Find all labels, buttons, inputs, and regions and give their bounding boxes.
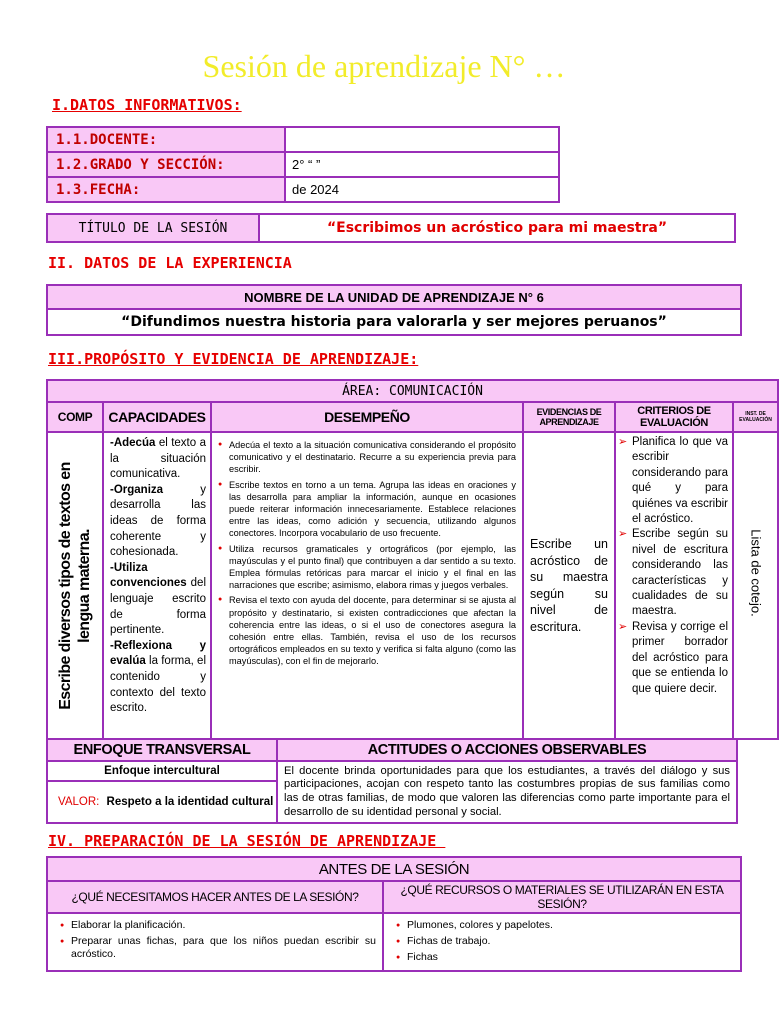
enfoque-header: ENFOQUE TRANSVERSAL (47, 739, 277, 761)
datos-table (46, 126, 560, 203)
capacidad-item (110, 483, 206, 561)
desempeno-header: DESEMPEÑO (211, 402, 523, 432)
capacidades-header: CAPACIDADES (103, 402, 211, 432)
criterios-header: CRITERIOS DE EVALUACIÓN (615, 402, 733, 432)
evidencia-cell (523, 432, 615, 739)
instrumento-text: Lista de cotejo. (748, 529, 763, 617)
capacidad-item (110, 639, 206, 717)
capacidad-text: del lenguaje escrito de forma pertinente. (110, 577, 206, 637)
docente-label: 1.1.DOCENTE: (47, 127, 285, 152)
enfoque-text: El docente brinda oportunidades para que los estudiantes, a través del diálogo y sus participaciones, acojan con respeto tanto las costumbres propias de sus familias como las de otras familias, de modo que valoren las diferencias como parte importante para el desarrollo de su identidad personal y social. (277, 761, 737, 823)
evidencias-header: EVIDENCIAS DE APRENDIZAJE (523, 402, 615, 432)
recursos-header: ¿QUÉ RECURSOS O MATERIALES SE UTILIZARÁN EN ESTA SESIÓN? (383, 881, 741, 913)
recurso-item: ● Fichas de trabajo. (396, 935, 734, 948)
criterio-item: ➢ Escribe según su nivel de escritura considerando las características y cualidades de su maestra. (618, 527, 728, 619)
capacidades-list (110, 436, 206, 717)
grado-label: 1.2.GRADO Y SECCIÓN: (47, 152, 285, 177)
recursos-cell (383, 913, 741, 971)
recursos-list (396, 919, 734, 964)
desempeno-item: ● Adecúa el texto a la situación comunicativa considerando el propósito comunicativo y el destinatario. Recurre a su experiencia previa para escribir. (218, 439, 516, 476)
valor-label: VALOR: (58, 796, 100, 808)
unidad-value: “Difundimos nuestra historia para valorarla y ser mejores peruanos” (47, 309, 741, 335)
enfoque-table (46, 738, 738, 824)
section-4-heading: IV. PREPARACIÓN DE LA SESIÓN DE APRENDIZAJE (48, 832, 446, 850)
hacer-header: ¿QUÉ NECESITAMOS HACER ANTES DE LA SESIÓN? (47, 881, 383, 913)
capacidad-verb: -Organiza (110, 483, 164, 496)
valor-value: Respeto a la identidad cultural (106, 796, 274, 808)
enfoque-name-bold: Enfoque (104, 765, 151, 777)
criterio-item: ➢ Planifica lo que va escribir considerando para qué y para quiénes va escribir el acróstico. (618, 435, 728, 527)
criterios-cell (615, 432, 733, 739)
recurso-item: ● Fichas (396, 951, 734, 964)
sesion-title-table (46, 213, 736, 243)
desempeno-item: ● Escribe textos en torno a un tema. Agrupa las ideas en oraciones y las desarrolla para ampliar la información, aunque en ocasiones puede reiterar información innecesariamente. Establece relaciones entre las ideas, como adición y secuencia, utilizando algunos conectores. Incorpora vocabulario de uso frecuente. (218, 479, 516, 540)
recurso-item: ● Plumones, colores y papelotes. (396, 919, 734, 932)
competencia-cell (47, 432, 103, 739)
instrumento-header: INST. DE EVALUACIÓN (733, 402, 778, 432)
actitudes-header: ACTITUDES O ACCIONES OBSERVABLES (277, 739, 737, 761)
desempeno-item: ● Utiliza recursos gramaticales y ortográficos (por ejemplo, las mayúsculas y el punto final) que contribuyen a dar sentido a su texto. Emplea fórmulas retóricas para marcar el inicio y el final en las narraciones que escribe; asimismo, elabora rimas y juegos verbales. (218, 543, 516, 592)
page-title: Sesión de aprendizaje N° … (202, 48, 566, 84)
grado-value: 2° “ ” (285, 152, 559, 177)
hacer-list (60, 919, 376, 961)
desempeno-cell (211, 432, 523, 739)
capacidad-text: la forma, el contenido y contexto del texto escrito. (110, 655, 206, 715)
desempeno-list (218, 439, 516, 668)
area-header: ÁREA: COMUNICACIÓN (47, 380, 778, 402)
enfoque-name-rest: intercultural (150, 765, 220, 777)
section-3-heading: III.PROPÓSITO Y EVIDENCIA DE APRENDIZAJE: (48, 350, 419, 368)
capacidad-verb: -Adecúa (110, 437, 156, 449)
valor-cell (47, 781, 277, 823)
sesion-title-label: TÍTULO DE LA SESIÓN (47, 214, 259, 242)
instrumento-cell (733, 432, 778, 739)
capacidad-item (110, 436, 206, 483)
hacer-item: ● Preparar unas fichas, para que los niños puedan escribir su acróstico. (60, 935, 376, 961)
capacidad-text: el texto a la situación comunicativa. (110, 437, 206, 481)
fecha-label: 1.3.FECHA: (47, 177, 285, 202)
section-2-heading: II. DATOS DE LA EXPERIENCIA (48, 254, 292, 272)
capacidad-verb: -Utiliza convenciones (110, 561, 187, 590)
unidad-table (46, 284, 742, 336)
docente-value (285, 127, 559, 152)
capacidad-item (110, 561, 206, 639)
proposito-table (46, 379, 779, 740)
criterio-item: ➢ Revisa y corrige el primer borrador del acróstico para que se entienda lo que quiere decir. (618, 620, 728, 697)
hacer-cell (47, 913, 383, 971)
capacidad-text: y desarrolla las ideas de forma coherente y cohesionada. (110, 483, 206, 559)
evidencia-text: Escribe un acróstico de su maestra según su nivel de escritura. (530, 537, 608, 634)
antes-header: ANTES DE LA SESIÓN (47, 857, 741, 881)
desempeno-item: ● Revisa el texto con ayuda del docente, para determinar si se ajusta al propósito y destinatario, si existen contradicciones que afectan la coherencia entre las ideas, o si el uso de conectores asegura la cohesión entre ellas. También, revisa el uso de los recursos ortográficos empleados en su texto y verifica si falta alguno (como las mayúsculas), con el fin de mejorarlo. (218, 594, 516, 667)
sesion-title-value: “Escribimos un acróstico para mi maestra” (259, 214, 735, 242)
capacidad-verb: -Reflexiona y evalúa (110, 639, 206, 668)
criterios-list (618, 435, 728, 697)
enfoque-name-cell (47, 761, 277, 781)
section-1-heading: I.DATOS INFORMATIVOS: (52, 96, 242, 114)
hacer-item: ● Elaborar la planificación. (60, 919, 376, 932)
preparacion-table (46, 856, 742, 972)
unidad-label: NOMBRE DE LA UNIDAD DE APRENDIZAJE N° 6 (47, 285, 741, 309)
competencia-text: Escribe diversos tipos de textos en lengua materna. (57, 461, 93, 710)
fecha-value: de 2024 (285, 177, 559, 202)
comp-header: COMP (47, 402, 103, 432)
capacidades-cell (103, 432, 211, 739)
